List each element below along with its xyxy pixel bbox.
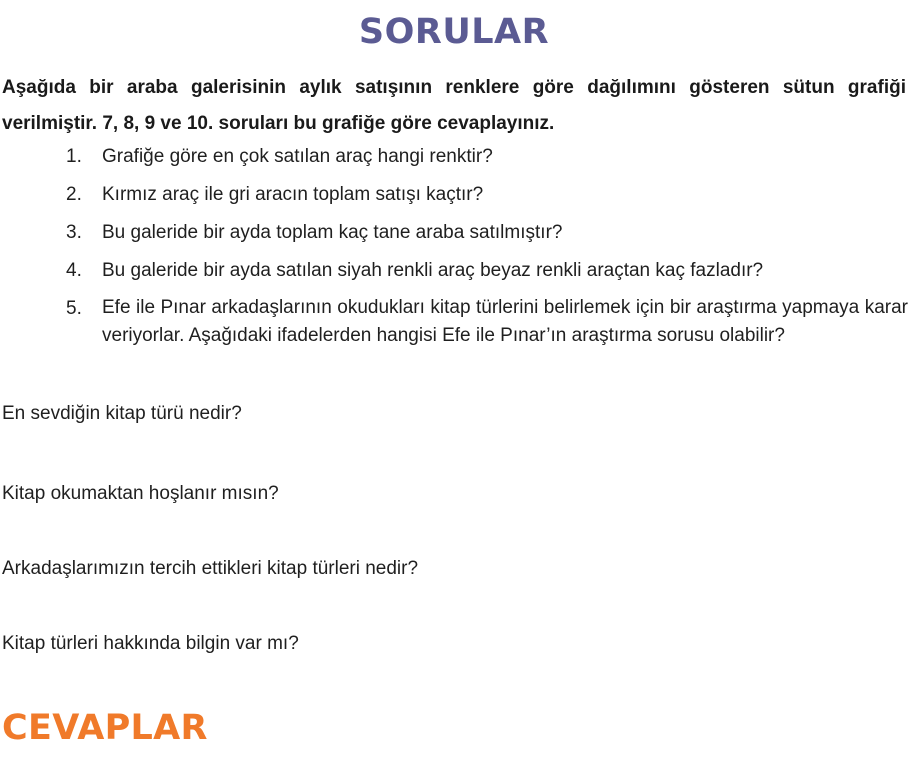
question-number: 5.	[66, 298, 82, 319]
question-text: Efe ile Pınar arkadaşlarının okudukları kitap türlerini belirlemek için bir araştırma yapmaya karar veriyorlar. Aşağıdaki ifadelerden hangisi Efe ile Pınar’ın araştırma sorusu olabilir?	[102, 297, 908, 346]
question-item-5	[66, 294, 908, 350]
question-text: Bu galeride bir ayda toplam kaç tane araba satılmıştır?	[102, 222, 563, 243]
question-text: Grafiğe göre en çok satılan araç hangi renktir?	[102, 146, 493, 167]
answer-option-4: Kitap türleri hakkında bilgin var mı?	[2, 633, 299, 654]
question-item-4	[66, 256, 908, 286]
page-title: SORULAR	[358, 12, 550, 52]
question-item-2	[66, 180, 908, 210]
answer-option-3: Arkadaşlarımızın tercih ettikleri kitap türleri nedir?	[2, 558, 419, 579]
question-number: 1.	[66, 146, 82, 167]
question-number: 4.	[66, 260, 82, 281]
question-item-3	[66, 218, 908, 248]
intro-paragraph: Aşağıda bir araba galerisinin aylık satışının renklere göre dağılımını gösteren sütun grafiği verilmiştir. 7, 8, 9 ve 10. soruları bu grafiğe göre cevaplayınız.	[2, 77, 906, 134]
question-text: Kırmız araç ile gri aracın toplam satışı kaçtır?	[102, 184, 484, 205]
answer-option-2: Kitap okumaktan hoşlanır mısın?	[2, 483, 279, 504]
answers-title: CEVAPLAR	[2, 708, 208, 748]
question-number: 3.	[66, 222, 82, 243]
question-text: Bu galeride bir ayda satılan siyah renkli araç beyaz renkli araçtan kaç fazladır?	[102, 260, 764, 281]
answer-option-1: En sevdiğin kitap türü nedir?	[2, 403, 242, 424]
question-number: 2.	[66, 184, 82, 205]
question-list	[66, 142, 908, 358]
question-item-1	[66, 142, 908, 172]
